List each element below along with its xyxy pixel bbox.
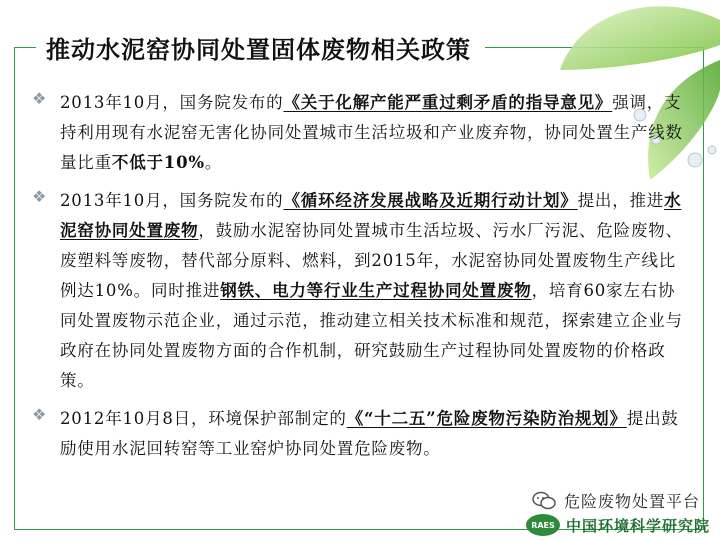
policy-document-name: 钢铁、电力等行业生产过程协同处置废物	[220, 281, 532, 300]
diamond-bullet-icon: ❖	[32, 405, 47, 424]
policy-document-name: 《循环经济发展战略及近期行动计划》	[283, 191, 578, 210]
text-run: 提出鼓励使用水泥回转窑等工业窑炉协同处置危险废物。	[60, 409, 679, 458]
policy-item	[30, 186, 690, 396]
account-name: 危险废物处置平台	[563, 492, 700, 511]
org-name: 中国环境科学研究院	[565, 516, 710, 535]
organization-logo	[526, 514, 710, 536]
policy-list	[30, 88, 690, 472]
policy-document-name: 《关于化解产能严重过剩矛盾的指导意见》	[283, 93, 613, 112]
policy-document-name: 水泥窑协同处置废物	[60, 191, 682, 240]
text-run: 2013年10月，国务院发布的	[60, 191, 284, 210]
policy-item	[30, 88, 690, 178]
text-run: 提出，推进	[577, 191, 665, 210]
text-run: 。	[204, 153, 223, 172]
text-run: 2013年10月，国务院发布的	[60, 93, 284, 112]
policy-document-name: 《“十二五”危险废物污染防治规划》	[346, 409, 627, 428]
account-watermark	[532, 489, 700, 512]
text-run: 强调，支持利用现有水泥窑无害化协同处置城市生活垃圾和产业废弃物，协同处置生产线数量比重	[60, 93, 683, 172]
text-run: ，培育60家左右协同处置废物示范企业，通过示范，推动建立相关技术标准和规范，探索建立企业与政府在协同处置废物方面的合作机制，研究鼓励生产过程协同处置废物的价格政策。	[60, 281, 683, 390]
policy-text	[60, 186, 690, 396]
page-title: 推动水泥窑协同处置固体废物相关政策	[46, 35, 471, 64]
policy-item	[30, 404, 690, 464]
emphasis-text: 不低于10%	[111, 153, 205, 172]
org-emblem: RAES	[526, 514, 560, 536]
wechat-icon	[532, 491, 556, 511]
policy-text	[60, 88, 690, 178]
text-run: 2012年10月8日，环境保护部制定的	[60, 409, 347, 428]
diamond-bullet-icon: ❖	[32, 89, 47, 108]
title-bar	[36, 30, 485, 64]
diamond-bullet-icon: ❖	[32, 187, 47, 206]
text-run: ，鼓励水泥窑协同处置城市生活垃圾、污水厂污泥、危险废物、废塑料等废物，替代部分原料、燃料，到2015年，水泥窑协同处置废物生产线比例达10%。同时推进	[60, 221, 683, 300]
policy-text	[60, 404, 690, 464]
